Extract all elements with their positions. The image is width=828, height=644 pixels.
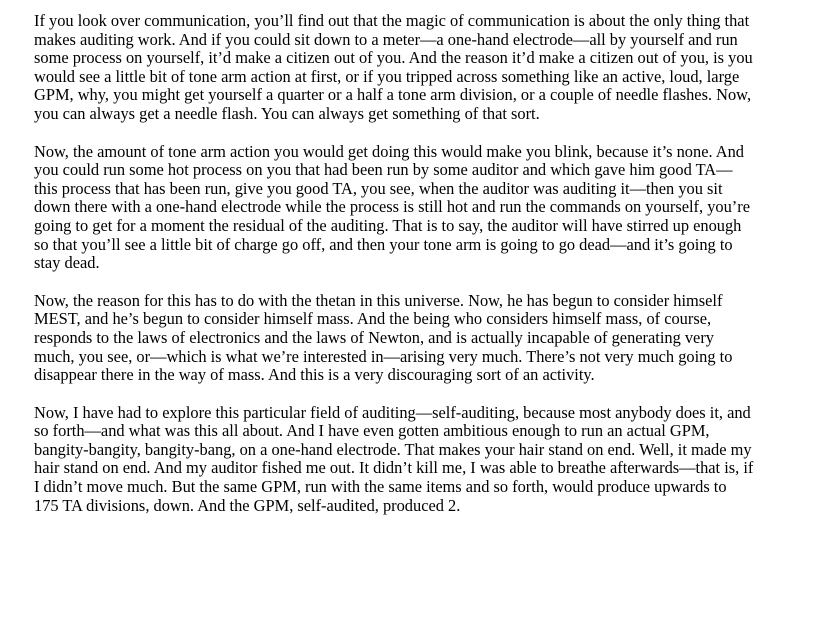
paragraph-3: Now, the reason for this has to do with the thetan in this universe. Now, he has begun to consider himself MEST, and he’s begun to consider himself mass. And the being who considers himself mass, of course, responds to the laws of electronics and the laws of Newton, and is actually incapable of generating very much, you see, or—which is what we’re interested in—arising very much. There’s not very much going to disappear there in the way of mass. And this is a very discouraging sort of an activity. bbox=[34, 290, 733, 385]
paragraph-2: Now, the amount of tone arm action you would get doing this would make you blink, because it’s none. And you could run some hot process on you that had been run by some auditor and which gave him good TA—this process that has been run, give you good TA, you see, when the auditor was auditing it—then you sit down there with a one-hand electrode while the process is still hot and run the commands on yourself, you’re going to get for a moment the residual of the auditing. That is to say, the auditor will have stirred up enough so that you’ll see a little bit of charge go off, and then your tone arm is going to go dead—and it’s going to stay dead. bbox=[34, 141, 750, 273]
paragraph-1: If you look over communication, you’ll find out that the magic of communication is about the only thing that makes auditing work. And if you could sit down to a meter—a one-hand electrode—all by yourself and run some process on yourself, it’d make a citizen out of you. And the reason it’d make a citizen out of you, is you would see a little bit of tone arm action at first, or if you tripped across something like an active, loud, large GPM, why, you might get yourself a quarter or a half a tone arm division, or a couple of needle flashes. Now, you can always get a needle flash. You can always get something of that sort. bbox=[34, 11, 753, 123]
paragraph-4: Now, I have had to explore this particular field of auditing—self-auditing, because most anybody does it, and so forth—and what was this all about. And I have even gotten ambitious enough to run an actual GPM, bangity-bangity, bangity-bang, on a one-hand electrode. That makes your hair stand on end. Well, it made my hair stand on end. And my auditor fished me out. It didn’t kill me, I was able to breathe afterwards—that is, if I didn’t move much. But the same GPM, run with the same items and so forth, would produce upwards to 175 TA divisions, down. And the GPM, self-audited, produced 2. bbox=[34, 402, 754, 515]
document-page bbox=[34, 12, 754, 534]
